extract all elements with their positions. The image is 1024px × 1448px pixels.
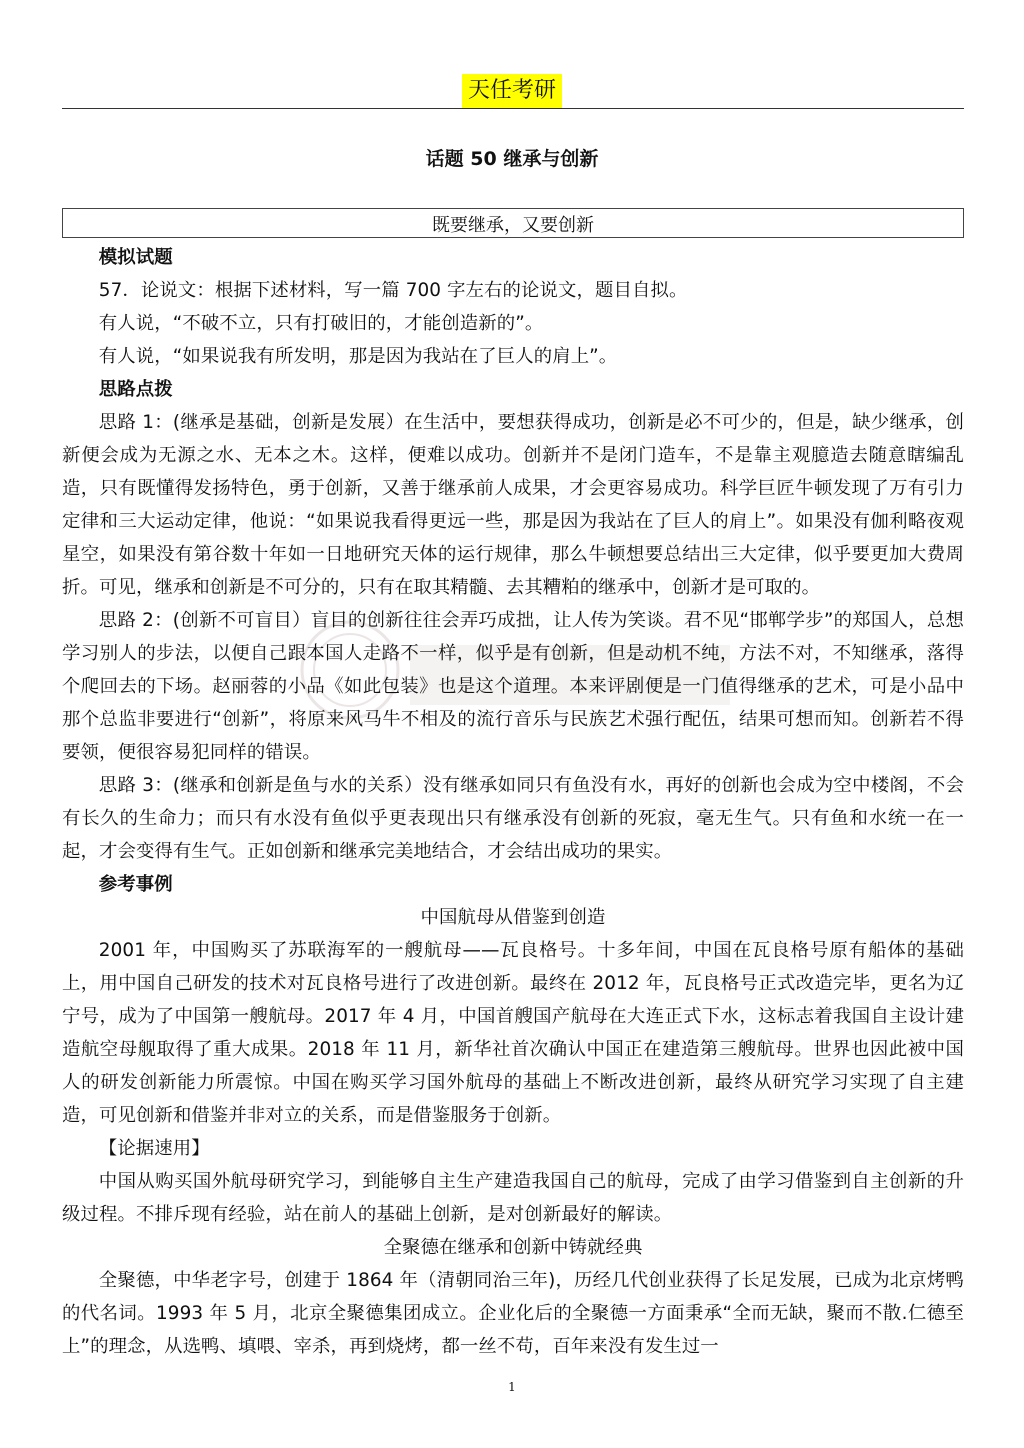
section-heading-mock: 模拟试题 [98,247,173,268]
page-title: 话题 50 继承与创新 [425,148,599,170]
section-heading-examples: 参考事例 [98,874,173,895]
idea-paragraph: 思路 2：(创新不可盲目）盲目的创新往往会弄巧成拙，让人传为笑谈。君不见“邯郸学步”的郑国人，总想学习别人的步法，以便自己跟本国人走路不一样，似乎是有创新，但是动机不纯，方法不对，不知继承，落得个爬回去的下场。赵丽蓉的小品《如此包装》也是这个道理。本来评剧便是一门值得继承的艺术，可是小品中那个总监非要进行“创新”，将原来风马牛不相及的流行音乐与民族艺术强行配伍，结果可想而知。创新若不得要领，便很容易犯同样的错误。 [62,610,964,763]
section-heading-ideas: 思路点拨 [98,379,173,400]
example-title: 中国航母从借鉴到创造 [420,907,606,928]
header-brand: 天任考研 [462,74,562,108]
example-title: 全聚德在继承和创新中铸就经典 [383,1237,643,1258]
mock-line: 有人说，“如果说我有所发明，那是因为我站在了巨人的肩上”。 [98,346,618,367]
header-divider [62,108,964,109]
mock-line: 有人说，“不破不立，只有打破旧的，才能创造新的”。 [98,313,544,334]
idea-paragraph: 思路 3：(继承和创新是鱼与水的关系）没有继承如同只有鱼没有水，再好的创新也会成为空中楼阁，不会有长久的生命力；而只有水没有鱼似乎更表现出只有继承没有创新的死寂，毫无生气。只有鱼和水统一在一起，才会变得有生气。正如创新和继承完美地结合，才会结出成功的果实。 [62,775,964,862]
page-number: 1 [508,1380,516,1394]
mock-line: 57．论说文：根据下述材料，写一篇 700 字左右的论说文，题目自拟。 [98,280,688,301]
document-body [62,241,964,1363]
idea-paragraph: 思路 1：(继承是基础，创新是发展）在生活中，要想获得成功，创新是必不可少的，但是，缺少继承，创新便会成为无源之水、无本之木。这样，便难以成功。创新并不是闭门造车，不是靠主观臆造去随意瞎编乱造，只有既懂得发扬特色，勇于创新，又善于继承前人成果，才会更容易成功。科学巨匠牛顿发现了万有引力定律和三大运动定律，他说：“如果说我看得更远一些，那是因为我站在了巨人的肩上”。如果没有伽利略夜观星空，如果没有第谷数十年如一日地研究天体的运行规律，那么牛顿想要总结出三大定律，似乎要更加大费周折。可见，继承和创新是不可分的，只有在取其精髓、去其糟粕的继承中，创新才是可取的。 [62,412,964,598]
example-paragraph: 2001 年，中国购买了苏联海军的一艘航母——瓦良格号。十多年间，中国在瓦良格号原有船体的基础上，用中国自己研发的技术对瓦良格号进行了改进创新。最终在 2012 年，瓦良格号正式改造完毕，更名为辽宁号，成为了中国第一艘航母。2017 年 4 月，中国首艘国产航母在大连正式下水，这标志着我国自主设计建造航空母舰取得了重大成果。2018 年 11 月，新华社首次确认中国正在建造第三艘航母。世界也因此被中国人的研发创新能力所震惊。中国在购买学习国外航母的基础上不断改进创新，最终从研究学习实现了自主建造，可见创新和借鉴并非对立的关系，而是借鉴服务于创新。 [62,940,964,1126]
usage-heading: 【论据速用】 [98,1138,210,1159]
example-paragraph: 全聚德，中华老字号，创建于 1864 年（清朝同治三年)，历经几代创业获得了长足发展，已成为北京烤鸭的代名词。1993 年 5 月，北京全聚德集团成立。企业化后的全聚德一方面秉承“全而无缺，聚而不散.仁德至上”的理念，从选鸭、填喂、宰杀，再到烧烤，都一丝不苟，百年来没有发生过一 [62,1270,964,1357]
theme-box: 既要继承，又要创新 [62,208,964,238]
usage-paragraph: 中国从购买国外航母研究学习，到能够自主生产建造我国自己的航母，完成了由学习借鉴到自主创新的升级过程。不排斥现有经验，站在前人的基础上创新，是对创新最好的解读。 [62,1171,964,1225]
